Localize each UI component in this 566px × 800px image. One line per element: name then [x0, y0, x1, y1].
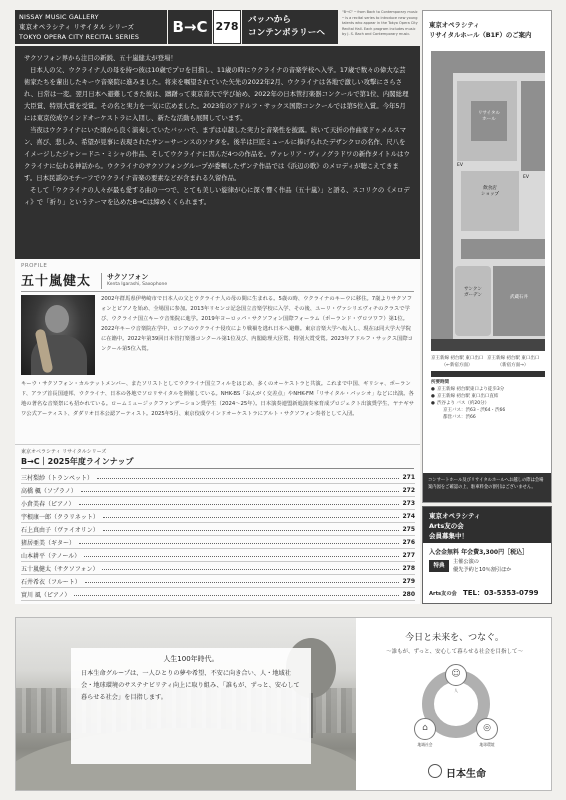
artist-instrument: サクソフォン — [107, 273, 149, 281]
artist-photo — [21, 295, 95, 375]
intro-paragraph: 日本人の父、ウクライナ人の母を持つ彼は10歳でプロを目指し、11歳の時にウクライナの音楽学校へ入学。17歳で数々の偉大な芸術家たちを輩出したキーウ音楽院に進みました。将来を嘱望されていた矢先の2022年2月、ウクライナは各地で激しい攻撃にさらされ、日常は一変。翌月日本へ避難してきた彼は、躊躇って東京音大で学び始め、2022年の日本管打楽器コンクールで第1位、内閣総理大臣賞、特別大賞を受賞。その名と実力を一気に広めました。2023年のアドルフ・サックス国際コンクールでは第5位入賞。今年5月には東京佼成ウインドオーケストラに入団し、新たな活動も展開しています。 — [24, 66, 409, 122]
map-block — [431, 51, 545, 73]
lineup-title: B→C｜2025年度ラインナップ — [21, 457, 134, 466]
lineup-series: 東京オペラシティ リサイタルシリーズ — [21, 449, 107, 455]
intro-paragraph: 当夜はウクライナにいた頃から良く演奏していたバッハで、まずは卓越した実力と音楽性を披露。続いて天折の作曲家ドゥメルスマン、喜び、悲しみ、希望が見事に表現されたサン＝サーンスのソナタを。後半は巨匠ミュールに捧げられたデザンクロの名作、尺八をイメージしたジャン＝ドニ・ミシャの作品、そしてウクライナに因んだ4つの作品を。ヴァレリア・ヴィノグラドワの新作タイトルはウクライナに伝わる神話から。ウクライナのサクソフォングループが委嘱したザンテ作品では《浜辺の歌》のメロディが聴こえてきます。日本民謡のモチーフでウクライナ音楽の要素などが含まれる久留作品。 — [24, 126, 410, 182]
lineup-section — [15, 444, 420, 604]
access-head: 所要時間 — [431, 380, 449, 385]
venue-guide — [422, 10, 552, 503]
concert-number: 274 — [402, 512, 415, 520]
lineup-item — [21, 471, 415, 484]
map-block — [431, 339, 545, 351]
series-note: "B→C" ─ from Bach to Contemporary music ─ is a recital series to introduce new young talents who appear in the Tokyo Opera City Recital Hall. Each program includes music by J. S. Bach and Contemporary music. — [342, 10, 418, 36]
exit-labels — [431, 355, 545, 369]
intro-section — [15, 46, 420, 259]
circle-label: 地域社会 — [417, 742, 433, 747]
artist-instrument-en: Kenta Igarashi, Saxophone — [107, 282, 168, 287]
lineup-item — [21, 549, 415, 562]
concert-number: 275 — [402, 525, 415, 533]
concert-number: 276 — [402, 538, 415, 546]
leader-dots — [81, 491, 399, 492]
series-line-3: TOKYO OPERA CITY RECITAL SERIES — [19, 33, 140, 41]
perk-text — [453, 558, 511, 574]
issue-number: 278 — [213, 10, 241, 44]
artist-bio: 2002年群馬県伊勢崎市で日本人の父とウクライナ人の母の間に生まれる。5歳の時、ウクライナのキーウに移住。7歳よりサクソフォンとピアノを始め、全場国に参加。2013年リセンコ記念国立音楽学校に入学、その後、ユーリ・ヴァシリエヴィチのクラスで学び、ウクライナ国立キーウ音楽院に進学。2019年ヨーロッパ・サクソフォン国際フォーラム（ポーランド・ヴロツワフ）第1位。2022年キーウ音楽院在学中、ロシアのウクライナ侵攻により戦禍を逃れ日本へ避難。東京音楽大学へ転入し、現在は同大学大学院に在籍中。2022年第39回日本管打楽器コンクール第1位及び、内閣総理大臣賞、特別大賞受賞。2023年アドルフ・サックス国際コンクール第5位入賞。 — [101, 296, 413, 352]
nissay-advertisement — [15, 617, 552, 791]
community-icon: ⌂ — [414, 718, 436, 740]
earth-icon: ◎ — [476, 718, 498, 740]
performer-name: 小倉美春（ピアノ） — [21, 500, 75, 508]
leader-dots — [79, 504, 399, 505]
concert-number: 272 — [402, 486, 415, 494]
shop-label: 飲食店 ショップ — [481, 186, 499, 197]
lineup-item — [21, 497, 415, 510]
exit-label: 京王新線 初台駅 東口出口 （新宿方面→） — [487, 356, 540, 368]
lineup-item — [21, 588, 415, 601]
map-block — [461, 239, 545, 259]
leader-dots — [102, 569, 399, 570]
series-header — [15, 10, 167, 44]
concert-number: 273 — [402, 499, 415, 507]
sunken-garden-label: サンクン ガーデン — [464, 287, 482, 298]
performer-name: 猪居亜美（ギター） — [21, 539, 75, 547]
nissay-logo-mark — [428, 764, 442, 778]
performer-name: 石上真由子（ヴァイオリン） — [21, 526, 99, 534]
leader-dots — [97, 478, 399, 479]
ad-tagline-sub: 〜誰もが、ずっと、安心して暮らせる社会を目指して〜 — [385, 649, 523, 655]
ad-right-panel — [356, 618, 552, 791]
ad-body: 日本生命グループは、一人ひとりの夢や希望、不安に向き合い、人・地域社会・地球環境のサステナビリティ向上に取り組み、「誰もが、ずっと、安心して暮らせる社会」を目指します。 — [81, 670, 300, 701]
leader-dots — [84, 556, 399, 557]
leader-dots — [85, 582, 399, 583]
ad-headline: 人生100年時代。 — [163, 655, 219, 663]
membership-fee: 入会金無料 年会費3,300円［税込］ — [429, 549, 529, 556]
ev-label: EV — [457, 163, 463, 168]
divider — [21, 468, 414, 469]
map-block — [521, 81, 545, 171]
access-legend — [431, 355, 545, 421]
performer-name: 宇根康一郎（クラリネット） — [21, 513, 99, 521]
membership-line-2: Arts友の会 — [429, 522, 464, 530]
lineup-item — [21, 484, 415, 497]
performer-name: 五十嵐健太（サクソフォン） — [21, 565, 99, 573]
circle-label: 地球環境 — [479, 742, 495, 747]
nissay-logo-text: 日本生命 — [446, 769, 486, 780]
concert-number: 280 — [402, 590, 415, 598]
leader-dots — [74, 595, 399, 596]
hall-label: リサイタル ホール — [477, 111, 501, 122]
access-item: 京王バス：渋63・渋64・渋66 — [443, 408, 506, 413]
people-icon: ☺ — [445, 664, 467, 686]
lineup-item — [21, 536, 415, 549]
legend-bar — [431, 371, 545, 377]
leader-dots — [79, 543, 399, 544]
perk-line: 主催公演の — [453, 559, 479, 565]
arts-club-logo: Arts友の会 — [429, 591, 457, 597]
divider — [21, 291, 414, 292]
title-line-2: コンテンポラリーへ — [248, 28, 325, 38]
lineup-item — [21, 562, 415, 575]
intro-lead: サクソフォン界から注目の新鋭、五十嵐健太が登場！ — [24, 54, 177, 62]
concert-number: 278 — [402, 564, 415, 572]
venue-title-line-1: 東京オペラシティ — [429, 21, 480, 29]
lineup-item — [21, 575, 415, 588]
venue-notice: コンサートホール及びリサイタルホールへお越しの際は会場案内図をご確認の上、駐車料金の割引はございません。 — [423, 473, 551, 502]
perk-label: 特典 — [429, 560, 449, 572]
access-item: ● 京王新線 初台駅 東口出口直結 — [431, 393, 545, 400]
artist-bio-continued: キーウ・サクソフォン・カルテットメンバー、またソリストとしてウクライナ国立フィルをはじめ、多くのオーケストラと共演。これまで中国、ギリシャ、ポーランド、アラブ首長国連邦、ウクライナ、日本の各地でソロリサイタルを開催している。NHK-BS「おんがく交差点」やNHK-FM「リサイタル・パッシオ」などに出演。各地の著名な音楽祭にも招かれている。ロームミュージックファンデーション奨学生（2024〜25年）。日本演奏連盟新進演奏家育成プロジェクト出演奨学生、ヤナギサワ公式アーティスト、ダダリオ日本公認アーティスト。2025年5月、東京佼成ウインドオーケストラにアルト・サクソフォン奏者として入団。 — [21, 381, 415, 417]
arts-label: 武蔵石井 — [510, 295, 528, 300]
concert-number: 279 — [402, 577, 415, 585]
series-line-1: NISSAY MUSIC GALLERY — [19, 13, 99, 21]
perk-line: 優先予約と10％割引ほか — [453, 567, 512, 573]
access-item: 都営バス：渋66 — [443, 415, 476, 420]
leader-dots — [103, 517, 399, 518]
circle-label: 人 — [454, 688, 458, 693]
ev-label: EV — [523, 175, 529, 180]
performer-name: 石井希衣（フルート） — [21, 578, 81, 586]
title-line-1: バッハから — [248, 15, 291, 25]
performer-name: 三村梨紗（トランペット） — [21, 474, 94, 482]
performer-name: 山本耕平（テノール） — [21, 552, 81, 560]
membership-header — [423, 507, 551, 543]
exit-label: 京王新線 初台駅 東口出口 （←新宿方面） — [431, 356, 484, 368]
page-title — [242, 10, 338, 44]
map-building — [461, 171, 519, 231]
map-block — [493, 266, 545, 336]
leader-dots — [103, 530, 399, 531]
venue-title-line-2: リサイタルホール（B1F）のご案内 — [429, 31, 532, 39]
concert-number: 277 — [402, 551, 415, 559]
membership-box — [422, 506, 552, 604]
profile-section — [15, 259, 420, 444]
artist-name: 五十嵐健太 — [21, 274, 92, 289]
performer-name: 實川 風（ピアノ） — [21, 591, 71, 599]
concert-number: 271 — [402, 473, 415, 481]
lineup-item — [21, 523, 415, 536]
series-line-2: 東京オペラシティ リサイタル シリーズ — [19, 23, 135, 31]
intro-paragraph: そして「ウクライナの人々が最も愛する曲の一つで、とても美しい旋律が心に深く響く作品（五十嵐）」と語る、スコリクの《メロディ》で「祈り」というテーマを込めたB→Cは締めくくられます。 — [24, 186, 410, 206]
sunken-garden-area — [455, 266, 491, 336]
nissay-logo — [428, 764, 498, 780]
phone-number[interactable]: TEL：03-5353-0799 — [463, 589, 539, 597]
ad-tagline: 今日と未来を、つなぐ。 — [405, 633, 504, 643]
membership-line-1: 東京オペラシティ — [429, 512, 481, 520]
venue-title — [429, 20, 531, 40]
lineup-item — [21, 510, 415, 523]
lineup-list — [21, 471, 415, 601]
performer-name: 高橋 楓（ソプラノ） — [21, 487, 77, 495]
ad-message-box — [71, 648, 311, 764]
venue-map — [431, 51, 545, 351]
photo-head — [45, 305, 69, 333]
map-block — [431, 73, 453, 351]
access-item: ● 渋谷より バス（約20分） — [431, 400, 545, 407]
bc-logo: B→C — [168, 10, 212, 44]
profile-label: PROFILE — [21, 263, 48, 269]
membership-line-3: 会員募集中！ — [429, 532, 468, 540]
access-item: ● 京王新線 初台駅東口より徒歩3分 — [431, 386, 545, 393]
divider — [101, 273, 102, 289]
